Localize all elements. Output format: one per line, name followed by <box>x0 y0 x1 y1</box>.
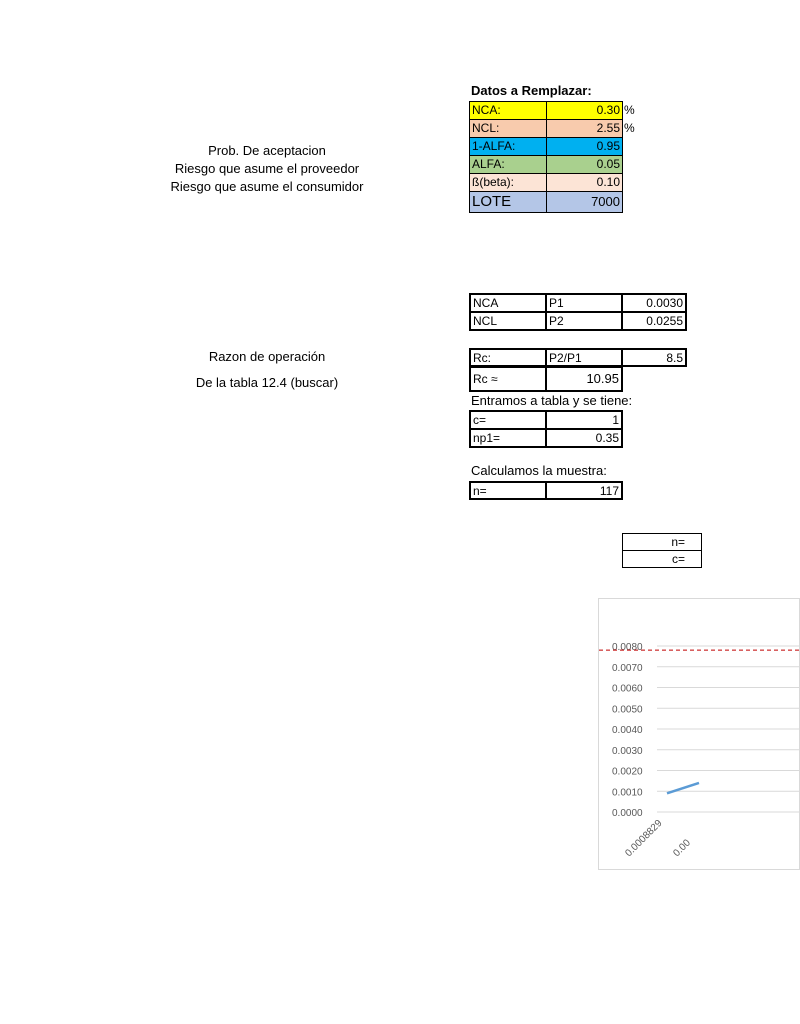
y-tick-label-0: 0.0080 <box>612 642 643 653</box>
datos-unit-1: % <box>624 121 635 135</box>
datos-label-4[interactable]: ß(beta): <box>469 173 547 192</box>
p-name-0[interactable]: NCA <box>469 293 547 313</box>
label-riesgo-consumidor: Riesgo que asume el consumidor <box>170 179 364 194</box>
y-tick-label-3: 0.0050 <box>612 704 643 716</box>
x-tick-label-1: 0.00 <box>671 837 693 860</box>
rc-formula[interactable]: P2/P1 <box>545 348 623 367</box>
p-name-1[interactable]: NCL <box>469 311 547 331</box>
y-tick-label-8: 0.0000 <box>612 808 643 819</box>
series-line-0 <box>667 783 699 793</box>
c-label-cell[interactable]: c= <box>622 550 702 568</box>
label-tabla: De la tabla 12.4 (buscar) <box>195 375 339 390</box>
rc-approx-label[interactable]: Rc ≈ <box>469 366 547 392</box>
n-label-cell[interactable]: n= <box>622 533 702 551</box>
datos-title: Datos a Remplazar: <box>471 83 592 98</box>
label-riesgo-proveedor: Riesgo que asume el proveedor <box>174 161 360 176</box>
muestra-title: Calculamos la muestra: <box>471 463 607 478</box>
datos-value-1[interactable]: 2.55 <box>546 119 623 138</box>
y-tick-label-6: 0.0020 <box>612 766 643 778</box>
rc-value[interactable]: 8.5 <box>621 348 687 367</box>
y-tick-label-7: 0.0010 <box>612 787 643 799</box>
chart-svg <box>599 599 799 869</box>
entramos-title: Entramos a tabla y se tiene: <box>471 393 633 408</box>
entramos-label-0[interactable]: c= <box>469 410 547 430</box>
p-symbol-0[interactable]: P1 <box>545 293 623 313</box>
rc-approx-value[interactable]: 10.95 <box>545 366 623 392</box>
y-tick-label-2: 0.0060 <box>612 683 643 695</box>
p-value-1[interactable]: 0.0255 <box>621 311 687 331</box>
muestra-label[interactable]: n= <box>469 481 547 500</box>
datos-label-1[interactable]: NCL: <box>469 119 547 138</box>
label-prob-aceptacion: Prob. De aceptacion <box>208 143 326 158</box>
datos-label-3[interactable]: ALFA: <box>469 155 547 174</box>
datos-unit-0: % <box>624 103 635 117</box>
p-value-0[interactable]: 0.0030 <box>621 293 687 313</box>
datos-label-2[interactable]: 1-ALFA: <box>469 137 547 156</box>
datos-value-2[interactable]: 0.95 <box>546 137 623 156</box>
entramos-value-0[interactable]: 1 <box>545 410 623 430</box>
y-tick-label-4: 0.0040 <box>612 725 643 736</box>
oc-curve-chart[interactable] <box>598 598 800 870</box>
rc-label[interactable]: Rc: <box>469 348 547 367</box>
datos-value-5[interactable]: 7000 <box>546 191 623 213</box>
datos-label-5[interactable]: LOTE <box>469 191 547 213</box>
p-symbol-1[interactable]: P2 <box>545 311 623 331</box>
label-razon-operacion: Razon de operación <box>208 349 326 364</box>
datos-value-3[interactable]: 0.05 <box>546 155 623 174</box>
x-tick-label-0: 0.0008829 <box>623 817 665 860</box>
datos-value-0[interactable]: 0.30 <box>546 101 623 120</box>
entramos-label-1[interactable]: np1= <box>469 428 547 448</box>
entramos-value-1[interactable]: 0.35 <box>545 428 623 448</box>
datos-label-0[interactable]: NCA: <box>469 101 547 120</box>
y-tick-label-1: 0.0070 <box>612 662 643 674</box>
y-tick-label-5: 0.0030 <box>612 745 643 757</box>
muestra-value[interactable]: 117 <box>545 481 623 500</box>
datos-value-4[interactable]: 0.10 <box>546 173 623 192</box>
